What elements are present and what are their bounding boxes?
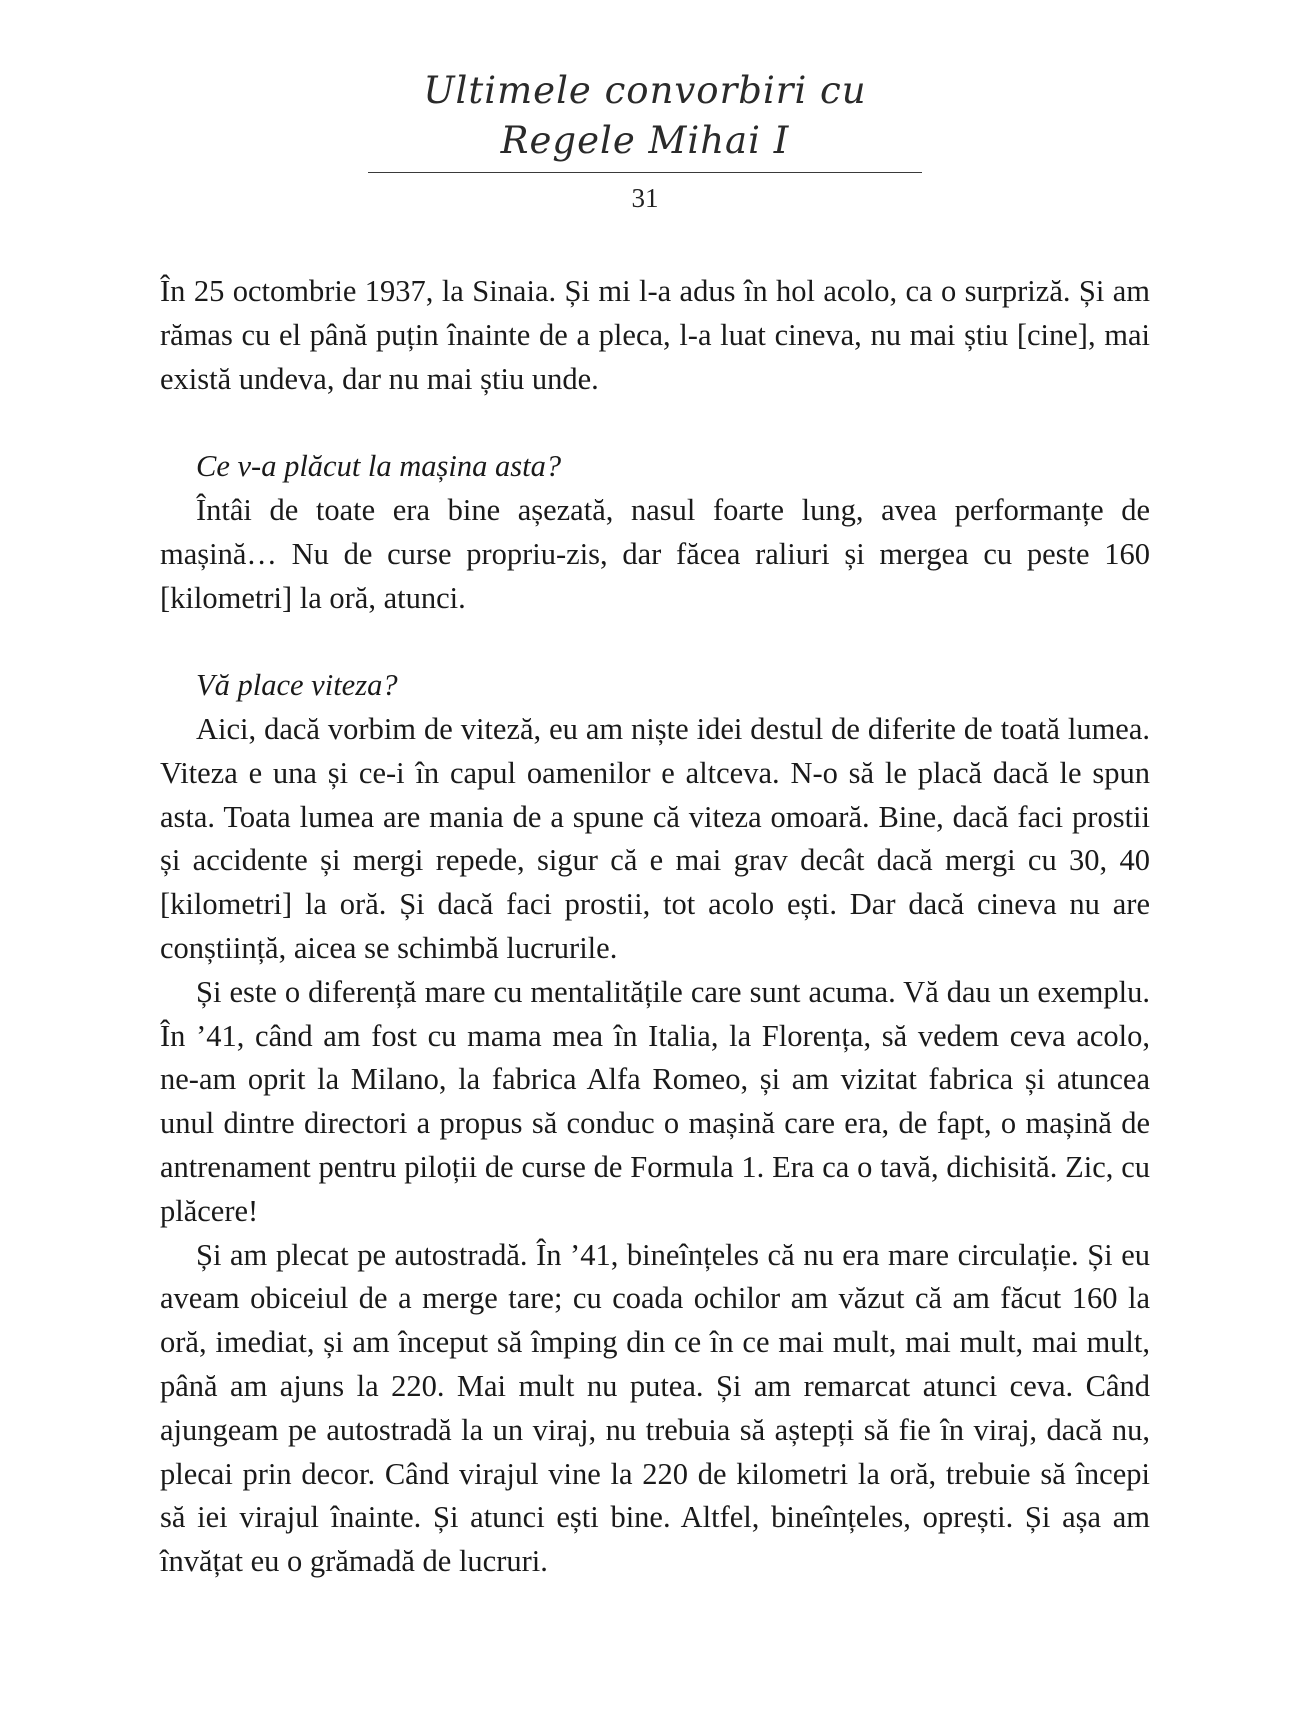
body-text xyxy=(160,270,1150,1584)
paragraph: Și am plecat pe autostradă. În ’41, bineînțeles că nu era mare circulație. Și eu aveam obiceiul de a merge tare; cu coada ochilor am văzut că am făcut 160 la oră, imediat, și am început să împing din ce în ce mai mult, mai mult, mai mult, până am ajuns la 220. Mai mult nu putea. Și am remarcat atunci ceva. Când ajungeam pe autostradă la un viraj, nu trebuia să aștepți să fie în viraj, dacă nu, plecai prin decor. Când virajul vine la 220 de kilometri la oră, trebuie să începi să iei virajul înainte. Și atunci ești bine. Altfel, bineînțeles, oprești. Și așa am învățat eu o grămadă de lucruri. xyxy=(160,1237,1150,1579)
paragraph: Și este o diferență mare cu mentalitățile care sunt acuma. Vă dau un exemplu. În ’41, când am fost cu mama mea în Italia, la Florența, să vedem ceva acolo, ne-am oprit la Milano, la fabrica Alfa Romeo, și am vizitat fabrica și atuncea unul dintre directori a propus să conduc o mașină care era, de fapt, o mașină de antrenament pentru piloții de curse de Formula 1. Era ca o tavă, dichisită. Zic, cu plăcere! xyxy=(160,974,1150,1228)
header-divider xyxy=(368,172,922,173)
running-title: Ultimele convorbiri cu Regele Mihai I xyxy=(423,69,867,162)
interview-question: Vă place viteza? xyxy=(196,668,398,703)
paragraph: Întâi de toate era bine așezată, nasul foarte lung, avea performanțe de mașină… Nu de curse propriu-zis, dar făcea raliuri și mergea cu peste 160 [kilometri] la oră, atunci. xyxy=(160,492,1150,615)
page-number: 31 xyxy=(631,183,659,213)
paragraph: În 25 octombrie 1937, la Sinaia. Și mi l-a adus în hol acolo, ca o surpriză. Și am rămas cu el până puțin înainte de a pleca, l-a luat cineva, nu mai știu [cine], mai există undeva, dar nu mai știu unde. xyxy=(160,274,1150,396)
interview-question: Ce v-a plăcut la mașina asta? xyxy=(196,449,562,484)
running-header xyxy=(368,66,922,215)
paragraph: Aici, dacă vorbim de viteză, eu am niște idei destul de diferite de toată lumea. Viteza e una și ce-i în capul oamenilor e altceva. N-o să le placă dacă le spun asta. Toata lumea are mania de a spune că viteza omoară. Bine, dacă faci prostii și accidente și mergi repede, sigur că e mai grav decât dacă mergi cu 30, 40 [kilometri] la oră. Și dacă faci prostii, tot acolo ești. Dar dacă cineva nu are conștiință, aicea se schimbă lucrurile. xyxy=(160,711,1150,965)
